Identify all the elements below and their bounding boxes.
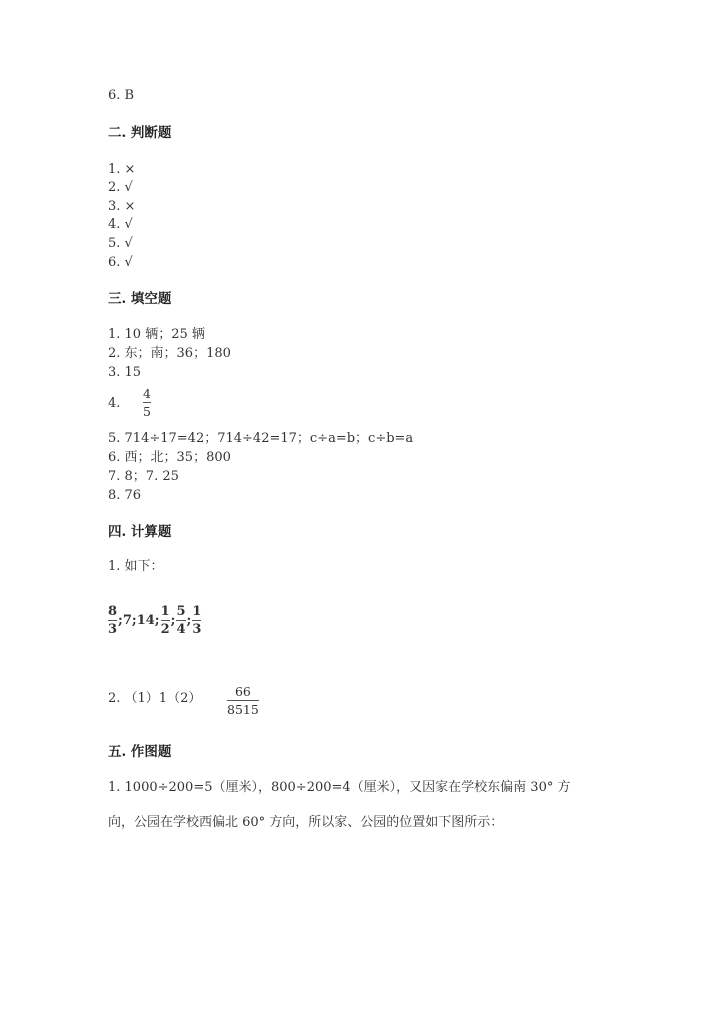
draw-item-1-line-1: 1. 1000÷200=5（厘米），800÷200=4（厘米），又因家在学校东偏南 30° 方 xyxy=(108,780,571,795)
calc-item-1-result xyxy=(108,604,201,637)
fraction-denominator: 2 xyxy=(160,622,170,637)
section-draw-title: 五. 作图题 xyxy=(108,744,172,760)
result-fraction-1 xyxy=(108,604,117,637)
fill-item-5: 5. 714÷17=42；714÷42=17；c÷a=b；c÷b=a xyxy=(108,431,414,446)
calc-item-1-label: 1. 如下： xyxy=(108,559,164,574)
result-fraction-2 xyxy=(161,604,170,637)
judge-item-2: 2. √ xyxy=(108,180,133,195)
result-fraction-4 xyxy=(192,604,201,637)
result-separator: ; xyxy=(170,613,176,628)
fraction-denominator: 8515 xyxy=(227,702,259,717)
fraction-numerator: 4 xyxy=(143,386,151,401)
fraction-denominator: 4 xyxy=(176,622,186,637)
judge-item-5: 5. √ xyxy=(108,236,133,251)
fraction-numerator: 5 xyxy=(176,604,186,619)
fraction-numerator: 1 xyxy=(192,604,202,619)
fraction-bar xyxy=(161,620,170,621)
fill-item-3: 3. 15 xyxy=(108,365,142,380)
fill-item-2: 2. 东；南；36；180 xyxy=(108,346,231,361)
fraction-numerator: 1 xyxy=(160,604,170,619)
result-separator: ; xyxy=(186,613,192,628)
fill-item-6: 6. 西；北；35；800 xyxy=(108,450,231,465)
judge-item-4: 4. √ xyxy=(108,217,133,232)
fraction-numerator: 8 xyxy=(108,604,118,619)
calc-item-2-label: 2. （1）1（2） xyxy=(108,691,202,706)
fill-item-4-fraction xyxy=(143,386,151,419)
fraction-numerator: 66 xyxy=(234,684,251,699)
section-calc-title: 四. 计算题 xyxy=(108,524,172,540)
calc-item-2-fraction xyxy=(227,684,259,717)
fill-item-8: 8. 76 xyxy=(108,488,142,503)
judge-item-3: 3. × xyxy=(108,199,136,214)
judge-item-6: 6. √ xyxy=(108,255,133,270)
fraction-bar xyxy=(108,620,117,621)
answer-6b: 6. B xyxy=(108,88,135,103)
fill-item-1: 1. 10 辆；25 辆 xyxy=(108,327,205,342)
judge-item-1: 1. × xyxy=(108,162,136,177)
draw-item-1-line-2: 向，公园在学校西偏北 60° 方向，所以家、公园的位置如下图所示： xyxy=(108,815,504,830)
result-fraction-3 xyxy=(176,604,185,637)
fraction-bar xyxy=(176,620,185,621)
section-judge-title: 二. 判断题 xyxy=(108,125,172,141)
section-fill-title: 三. 填空题 xyxy=(108,291,172,307)
fraction-denominator: 3 xyxy=(108,622,118,637)
fraction-bar xyxy=(192,620,201,621)
fill-item-4-label: 4. xyxy=(108,396,121,411)
result-separator: ;7;14; xyxy=(118,613,160,628)
fill-item-7: 7. 8；7. 25 xyxy=(108,469,179,484)
fraction-bar xyxy=(227,700,259,701)
fraction-bar xyxy=(143,402,151,403)
fraction-denominator: 3 xyxy=(192,622,202,637)
fraction-denominator: 5 xyxy=(143,404,151,419)
